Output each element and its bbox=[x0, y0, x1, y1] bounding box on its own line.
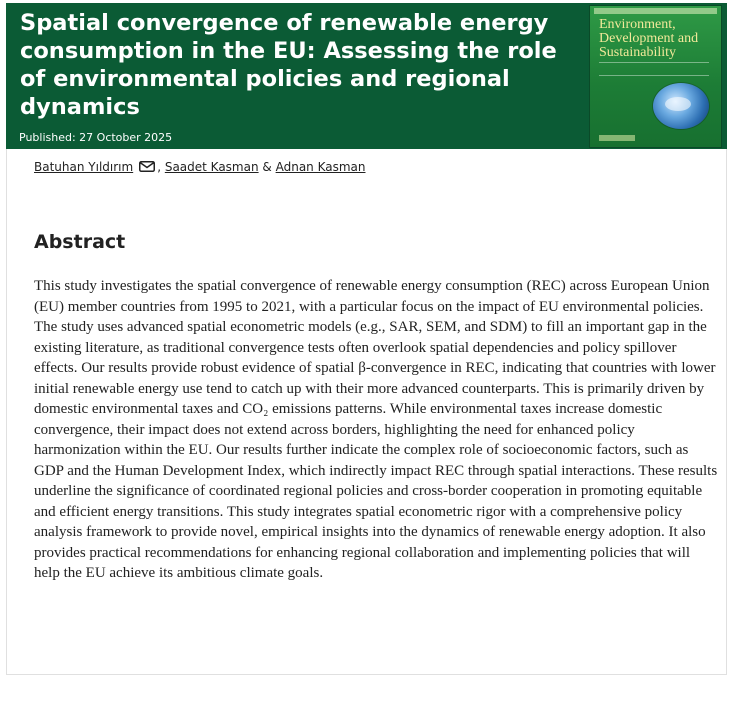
cover-top-bar bbox=[594, 8, 717, 14]
author-separator: & bbox=[258, 160, 276, 174]
mail-icon[interactable] bbox=[139, 161, 155, 172]
article-title: Spatial convergence of renewable energy consumption in the EU: Assessing the role of environmental policies and regional dynamics bbox=[20, 10, 557, 120]
abstract-text: This study investigates the spatial convergence of renewable energy consumption (REC) across European Union (EU) member countries from 1995 to 2021, with a particular focus on the impact of EU environmental policies. The study uses advanced spatial econometric models (e.g., SAR, SEM, and SDM) to fill an important gap in the existing literature, as traditional convergence tests often overlook spatial dependencies and policy spillover effects. Our results provide robust evidence of spatial β-convergence in REC, indicating that countries with lower initial renewable energy use tend to catch up with their more advanced counterparts. This is primarily driven by domestic environmental taxes and CO₂ emissions patterns. While environmental taxes increase domestic convergence, their impact does not extend across borders, highlighting the need for enhanced policy harmonization within the EU. Our results further indicate the complex role of socioeconomic factors, such as GDP and the Human Development Index, which indirectly impact REC through spatial interactions. These results underline the significance of coordinated regional policies and cross-border cooperation in promoting equitable and efficient energy transitions. This study integrates spatial econometric rigor with a comprehensive policy analysis framework to provide novel, empirical insights into the dynamics of renewable energy adoption. It also provides practical recommendations for enhancing regional collaboration and implementing policies that will help the EU achieve its ambitious climate goals. bbox=[34, 278, 718, 581]
author-link-yildirim[interactable]: Batuhan Yıldırım bbox=[34, 160, 134, 174]
globe-icon bbox=[653, 83, 709, 129]
author-link-saadet-kasman[interactable]: Saadet Kasman bbox=[164, 160, 259, 174]
author-link-adnan-kasman[interactable]: Adnan Kasman bbox=[275, 160, 366, 174]
abstract-heading: Abstract bbox=[34, 231, 126, 253]
cover-journal-name: Environment, Development and Sustainability bbox=[599, 17, 699, 60]
author-separator: , bbox=[157, 160, 165, 174]
cover-subtitle-rule bbox=[599, 62, 709, 76]
author-list bbox=[34, 160, 366, 174]
publisher-logo bbox=[599, 135, 635, 141]
published-date: Published: 27 October 2025 bbox=[19, 131, 173, 144]
journal-cover[interactable] bbox=[589, 5, 722, 148]
